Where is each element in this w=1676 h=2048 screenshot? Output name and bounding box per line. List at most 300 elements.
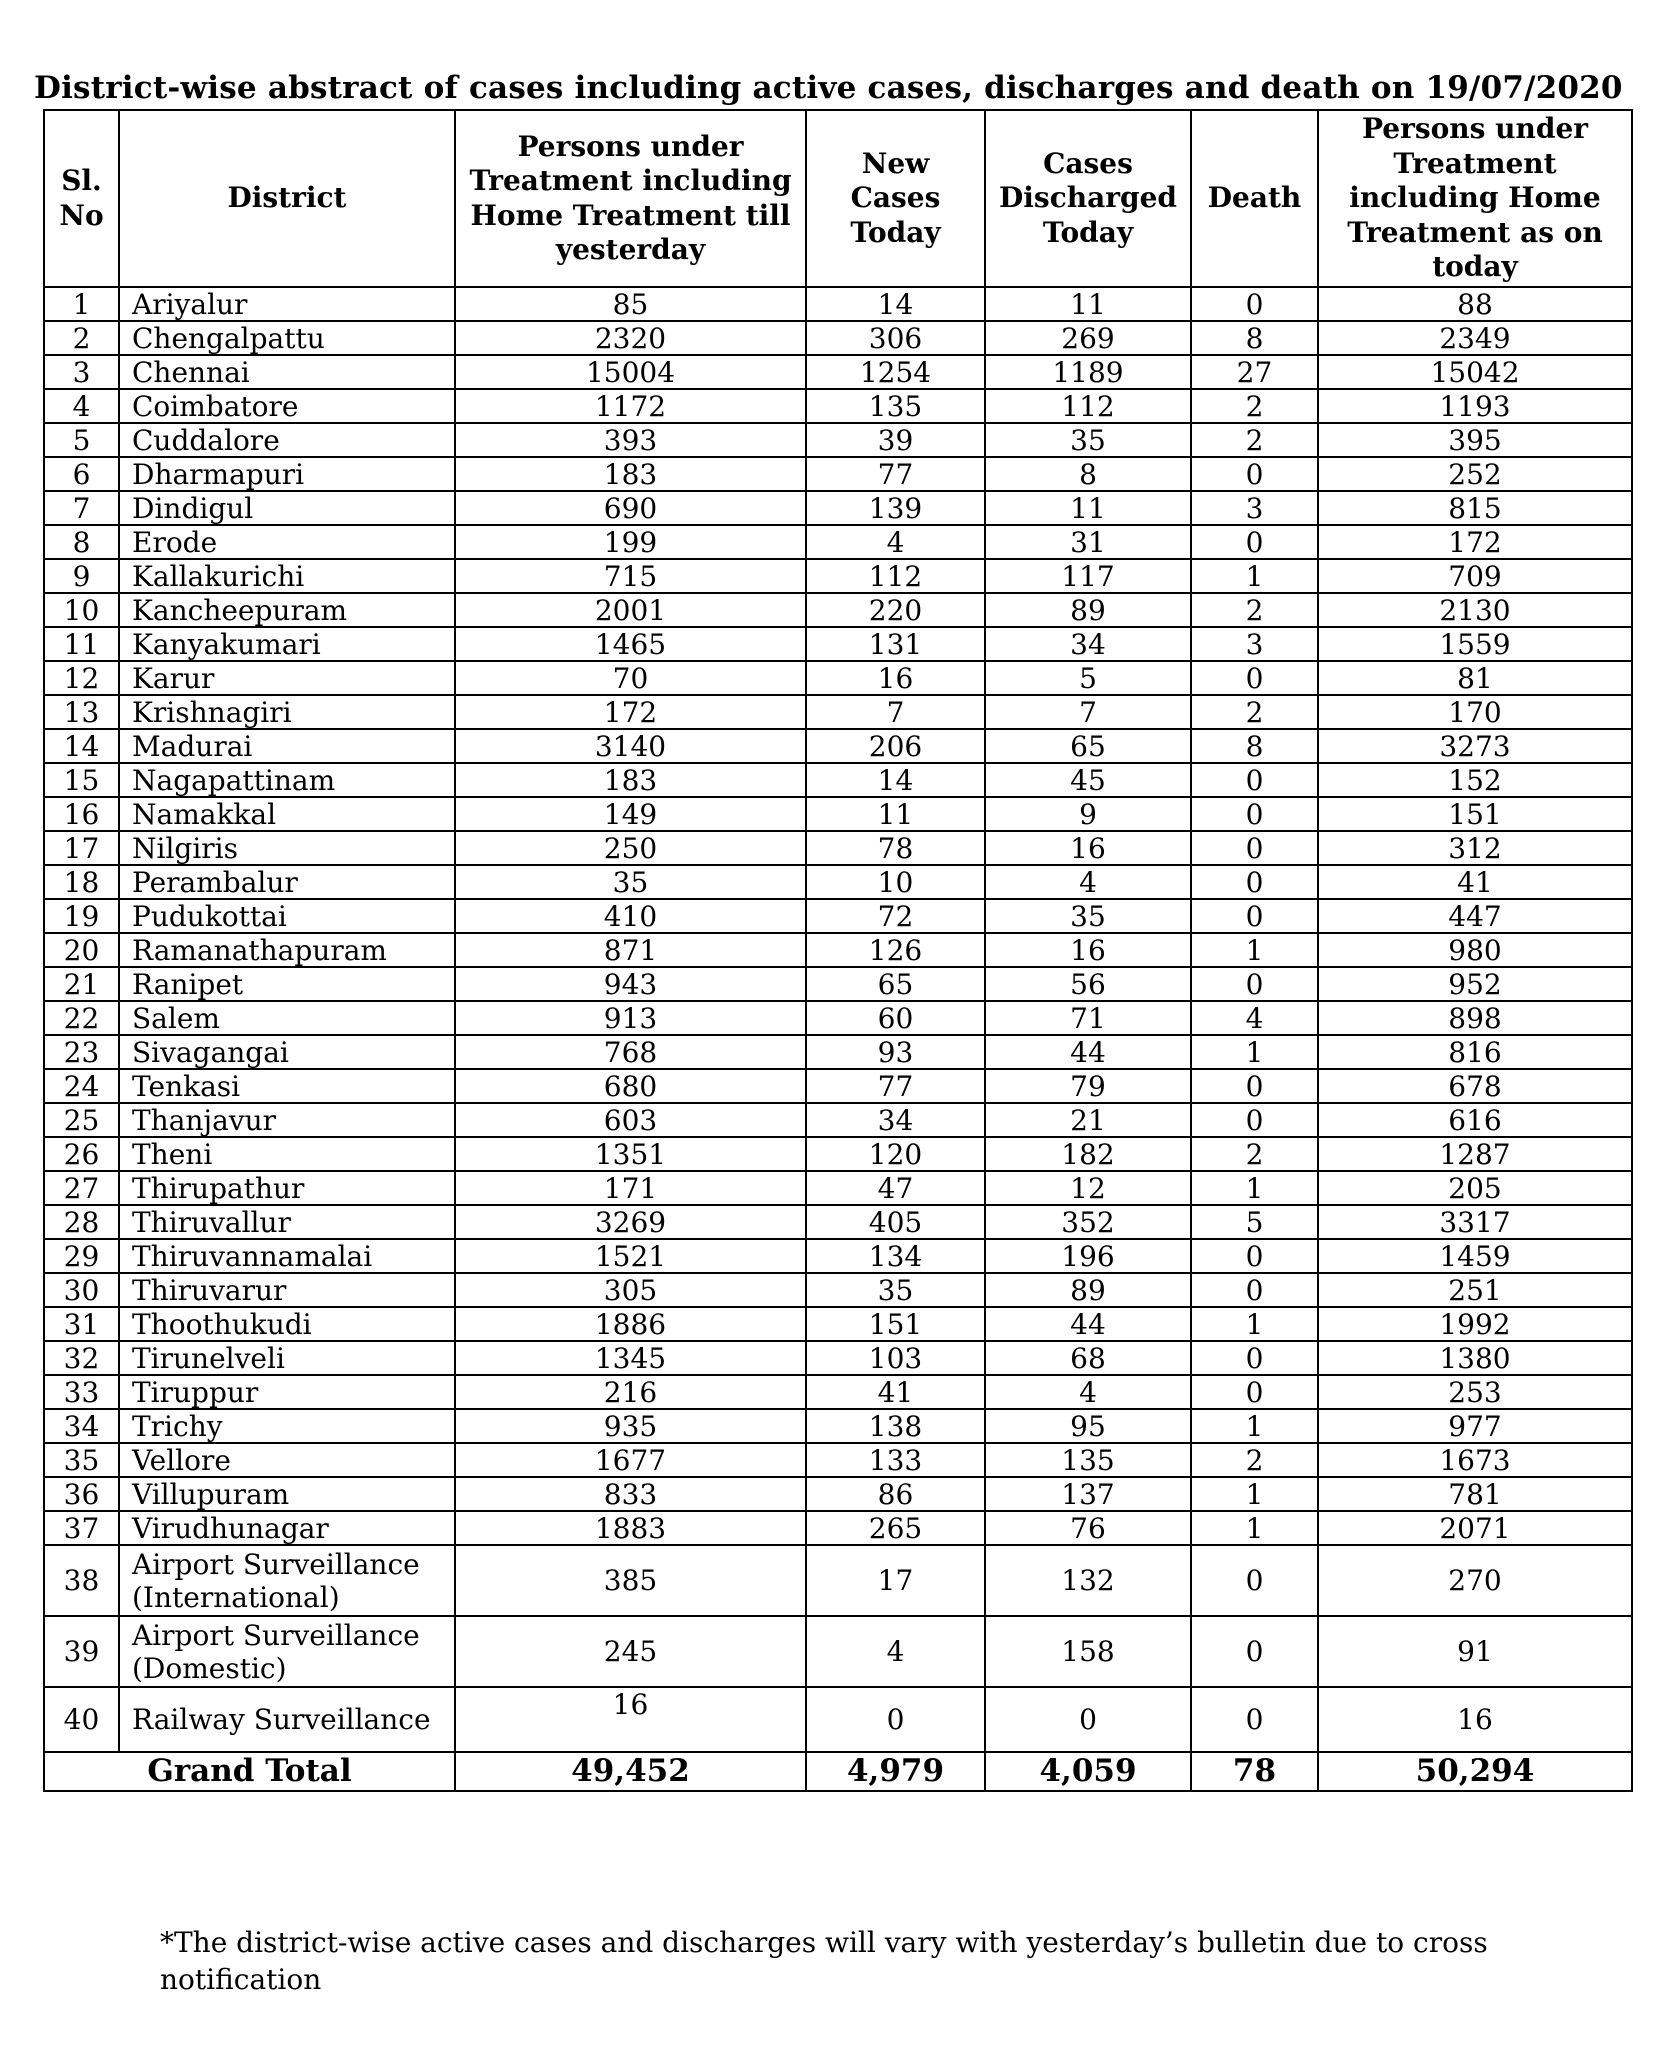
discharged-cell: 44 [985,1035,1191,1069]
under-treatment-yesterday-cell: 1345 [455,1341,806,1375]
death-cell: 1 [1191,559,1318,593]
table-row [44,695,1632,729]
sl-no-cell: 22 [44,1001,119,1035]
table-row [44,321,1632,355]
table-row [44,1137,1632,1171]
sl-no-cell: 19 [44,899,119,933]
sl-no-cell: 23 [44,1035,119,1069]
district-cell: Thiruvallur [119,1205,455,1239]
discharged-cell: 1189 [985,355,1191,389]
table-body [44,287,1632,1791]
table-row [44,355,1632,389]
death-cell: 0 [1191,1273,1318,1307]
under-treatment-today-cell: 2349 [1318,321,1632,355]
table-row [44,525,1632,559]
death-cell: 1 [1191,1511,1318,1545]
discharged-cell: 56 [985,967,1191,1001]
district-cell: Theni [119,1137,455,1171]
death-cell: 0 [1191,899,1318,933]
discharged-cell: 112 [985,389,1191,423]
death-cell: 3 [1191,491,1318,525]
new-cases-cell: 10 [806,865,985,899]
under-treatment-today-cell: 816 [1318,1035,1632,1069]
district-cell: Thirupathur [119,1171,455,1205]
sl-no-cell: 36 [44,1477,119,1511]
new-cases-cell: 14 [806,763,985,797]
under-treatment-yesterday-cell: 3269 [455,1205,806,1239]
discharged-cell: 132 [985,1545,1191,1616]
under-treatment-today-cell: 170 [1318,695,1632,729]
under-treatment-today-cell: 312 [1318,831,1632,865]
district-cell: Erode [119,525,455,559]
new-cases-cell: 131 [806,627,985,661]
under-treatment-today-cell: 1673 [1318,1443,1632,1477]
table-row [44,967,1632,1001]
under-treatment-today-cell: 1380 [1318,1341,1632,1375]
new-cases-cell: 77 [806,457,985,491]
sl-no-cell: 20 [44,933,119,967]
under-treatment-yesterday-cell: 183 [455,763,806,797]
under-treatment-today-cell: 172 [1318,525,1632,559]
discharged-cell: 16 [985,933,1191,967]
table-row [44,457,1632,491]
under-treatment-today-cell: 152 [1318,763,1632,797]
death-cell: 2 [1191,389,1318,423]
new-cases-cell: 139 [806,491,985,525]
table-row [44,1239,1632,1273]
death-cell: 0 [1191,525,1318,559]
grand-total-yesterday: 49,452 [455,1752,806,1791]
under-treatment-yesterday-cell: 680 [455,1069,806,1103]
district-cell: Chengalpattu [119,321,455,355]
new-cases-cell: 135 [806,389,985,423]
discharged-cell: 196 [985,1239,1191,1273]
table-row [44,1477,1632,1511]
under-treatment-yesterday-cell: 690 [455,491,806,525]
table-row [44,1616,1632,1687]
table-row [44,865,1632,899]
sl-no-cell: 13 [44,695,119,729]
sl-no-cell: 1 [44,287,119,321]
district-cell: Thiruvannamalai [119,1239,455,1273]
new-cases-cell: 86 [806,1477,985,1511]
new-cases-cell: 0 [806,1687,985,1752]
under-treatment-yesterday-cell: 935 [455,1409,806,1443]
footnote: *The district-wise active cases and discharges will vary with yesterday’s bulletin due to cross notification [160,1926,1488,1996]
sl-no-cell: 34 [44,1409,119,1443]
discharged-cell: 79 [985,1069,1191,1103]
under-treatment-today-cell: 41 [1318,865,1632,899]
discharged-cell: 9 [985,797,1191,831]
death-cell: 0 [1191,1616,1318,1687]
new-cases-cell: 47 [806,1171,985,1205]
under-treatment-today-cell: 395 [1318,423,1632,457]
district-cell: Sivagangai [119,1035,455,1069]
district-cell: Madurai [119,729,455,763]
under-treatment-today-cell: 253 [1318,1375,1632,1409]
new-cases-cell: 60 [806,1001,985,1035]
new-cases-cell: 11 [806,797,985,831]
sl-no-cell: 29 [44,1239,119,1273]
under-treatment-today-cell: 1992 [1318,1307,1632,1341]
table-row [44,933,1632,967]
under-treatment-yesterday-cell: 833 [455,1477,806,1511]
under-treatment-today-cell: 15042 [1318,355,1632,389]
header-under-treatment-yesterday: Persons under Treatment including Home Treatment till yesterday [455,110,806,287]
district-cell: Dindigul [119,491,455,525]
sl-no-cell: 37 [44,1511,119,1545]
under-treatment-today-cell: 952 [1318,967,1632,1001]
sl-no-cell: 8 [44,525,119,559]
under-treatment-today-cell: 2071 [1318,1511,1632,1545]
new-cases-cell: 4 [806,525,985,559]
under-treatment-today-cell: 898 [1318,1001,1632,1035]
under-treatment-yesterday-cell: 85 [455,287,806,321]
header-discharged: Cases Discharged Today [985,110,1191,287]
district-cell: Ramanathapuram [119,933,455,967]
death-cell: 2 [1191,1137,1318,1171]
new-cases-cell: 1254 [806,355,985,389]
grand-total-new: 4,979 [806,1752,985,1791]
grand-total-discharged: 4,059 [985,1752,1191,1791]
sl-no-cell: 35 [44,1443,119,1477]
discharged-cell: 76 [985,1511,1191,1545]
district-cell: Salem [119,1001,455,1035]
district-cell: Kanyakumari [119,627,455,661]
sl-no-cell: 15 [44,763,119,797]
death-cell: 2 [1191,695,1318,729]
under-treatment-today-cell: 16 [1318,1687,1632,1752]
under-treatment-yesterday-cell: 199 [455,525,806,559]
under-treatment-yesterday-cell: 171 [455,1171,806,1205]
district-cell: Perambalur [119,865,455,899]
grand-total-row [44,1752,1632,1791]
table-row [44,423,1632,457]
discharged-cell: 11 [985,287,1191,321]
death-cell: 0 [1191,1545,1318,1616]
discharged-cell: 117 [985,559,1191,593]
under-treatment-yesterday-cell: 768 [455,1035,806,1069]
table-row [44,1273,1632,1307]
death-cell: 0 [1191,457,1318,491]
grand-total-today: 50,294 [1318,1752,1632,1791]
sl-no-cell: 3 [44,355,119,389]
new-cases-cell: 220 [806,593,985,627]
under-treatment-yesterday-cell: 250 [455,831,806,865]
discharged-cell: 4 [985,1375,1191,1409]
death-cell: 0 [1191,1341,1318,1375]
under-treatment-today-cell: 447 [1318,899,1632,933]
table-row [44,1103,1632,1137]
under-treatment-yesterday-cell: 216 [455,1375,806,1409]
under-treatment-yesterday-cell: 305 [455,1273,806,1307]
under-treatment-today-cell: 3273 [1318,729,1632,763]
discharged-cell: 21 [985,1103,1191,1137]
table-row [44,593,1632,627]
new-cases-cell: 39 [806,423,985,457]
new-cases-cell: 4 [806,1616,985,1687]
death-cell: 4 [1191,1001,1318,1035]
district-cell: Dharmapuri [119,457,455,491]
death-cell: 5 [1191,1205,1318,1239]
discharged-cell: 11 [985,491,1191,525]
district-cell: Tenkasi [119,1069,455,1103]
under-treatment-today-cell: 980 [1318,933,1632,967]
under-treatment-yesterday-cell: 1886 [455,1307,806,1341]
header-district: District [119,110,455,287]
district-cell: Villupuram [119,1477,455,1511]
under-treatment-today-cell: 815 [1318,491,1632,525]
district-cell: Ariyalur [119,287,455,321]
district-cell: Kallakurichi [119,559,455,593]
new-cases-cell: 151 [806,1307,985,1341]
under-treatment-yesterday-cell: 715 [455,559,806,593]
death-cell: 2 [1191,423,1318,457]
new-cases-cell: 306 [806,321,985,355]
table-row [44,1035,1632,1069]
header-under-treatment-today: Persons under Treatment including Home Treatment as on today [1318,110,1632,287]
under-treatment-yesterday-cell: 183 [455,457,806,491]
under-treatment-yesterday-cell: 15004 [455,355,806,389]
new-cases-cell: 265 [806,1511,985,1545]
sl-no-cell: 40 [44,1687,119,1752]
discharged-cell: 35 [985,899,1191,933]
sl-no-cell: 39 [44,1616,119,1687]
under-treatment-today-cell: 81 [1318,661,1632,695]
table-row [44,1409,1632,1443]
discharged-cell: 89 [985,593,1191,627]
table-row [44,1341,1632,1375]
under-treatment-yesterday-cell: 385 [455,1545,806,1616]
table-row [44,1511,1632,1545]
table-row [44,559,1632,593]
sl-no-cell: 14 [44,729,119,763]
discharged-cell: 137 [985,1477,1191,1511]
sl-no-cell: 2 [44,321,119,355]
new-cases-cell: 93 [806,1035,985,1069]
sl-no-cell: 7 [44,491,119,525]
under-treatment-today-cell: 3317 [1318,1205,1632,1239]
sl-no-cell: 38 [44,1545,119,1616]
discharged-cell: 95 [985,1409,1191,1443]
table-row [44,1205,1632,1239]
under-treatment-yesterday-cell: 149 [455,797,806,831]
discharged-cell: 0 [985,1687,1191,1752]
sl-no-cell: 27 [44,1171,119,1205]
under-treatment-today-cell: 151 [1318,797,1632,831]
death-cell: 2 [1191,593,1318,627]
under-treatment-today-cell: 91 [1318,1616,1632,1687]
new-cases-cell: 120 [806,1137,985,1171]
sl-no-cell: 30 [44,1273,119,1307]
under-treatment-today-cell: 252 [1318,457,1632,491]
new-cases-cell: 133 [806,1443,985,1477]
district-cell: Tiruppur [119,1375,455,1409]
discharged-cell: 158 [985,1616,1191,1687]
discharged-cell: 4 [985,865,1191,899]
district-cell: Cuddalore [119,423,455,457]
new-cases-cell: 78 [806,831,985,865]
death-cell: 1 [1191,1409,1318,1443]
district-cell: Kancheepuram [119,593,455,627]
new-cases-cell: 138 [806,1409,985,1443]
header-sl-no: Sl. No [44,110,119,287]
new-cases-cell: 7 [806,695,985,729]
under-treatment-today-cell: 2130 [1318,593,1632,627]
discharged-cell: 12 [985,1171,1191,1205]
district-cell: Chennai [119,355,455,389]
sl-no-cell: 32 [44,1341,119,1375]
under-treatment-yesterday-cell: 16 [455,1687,806,1752]
discharged-cell: 135 [985,1443,1191,1477]
death-cell: 1 [1191,1171,1318,1205]
discharged-cell: 5 [985,661,1191,695]
district-cell: Nilgiris [119,831,455,865]
district-cell: Ranipet [119,967,455,1001]
new-cases-cell: 34 [806,1103,985,1137]
under-treatment-yesterday-cell: 35 [455,865,806,899]
death-cell: 0 [1191,1069,1318,1103]
under-treatment-today-cell: 709 [1318,559,1632,593]
under-treatment-yesterday-cell: 1351 [455,1137,806,1171]
sl-no-cell: 31 [44,1307,119,1341]
discharged-cell: 65 [985,729,1191,763]
death-cell: 8 [1191,321,1318,355]
death-cell: 0 [1191,831,1318,865]
table-row [44,899,1632,933]
district-cell: Pudukottai [119,899,455,933]
under-treatment-yesterday-cell: 172 [455,695,806,729]
death-cell: 0 [1191,865,1318,899]
new-cases-cell: 103 [806,1341,985,1375]
sl-no-cell: 33 [44,1375,119,1409]
discharged-cell: 35 [985,423,1191,457]
discharged-cell: 44 [985,1307,1191,1341]
new-cases-cell: 405 [806,1205,985,1239]
under-treatment-yesterday-cell: 1465 [455,627,806,661]
under-treatment-today-cell: 977 [1318,1409,1632,1443]
table-row [44,729,1632,763]
discharged-cell: 31 [985,525,1191,559]
table-row [44,797,1632,831]
district-cell: Railway Surveillance [119,1687,455,1752]
table-row [44,287,1632,321]
under-treatment-today-cell: 88 [1318,287,1632,321]
table-row [44,1307,1632,1341]
death-cell: 0 [1191,1103,1318,1137]
under-treatment-today-cell: 616 [1318,1103,1632,1137]
sl-no-cell: 4 [44,389,119,423]
discharged-cell: 352 [985,1205,1191,1239]
table-row [44,627,1632,661]
death-cell: 0 [1191,1239,1318,1273]
under-treatment-yesterday-cell: 871 [455,933,806,967]
table-row [44,1001,1632,1035]
header-row [44,110,1632,287]
grand-total-death: 78 [1191,1752,1318,1791]
table-row [44,491,1632,525]
death-cell: 0 [1191,967,1318,1001]
district-cell: Krishnagiri [119,695,455,729]
death-cell: 1 [1191,1307,1318,1341]
new-cases-cell: 41 [806,1375,985,1409]
sl-no-cell: 24 [44,1069,119,1103]
sl-no-cell: 6 [44,457,119,491]
under-treatment-yesterday-cell: 1883 [455,1511,806,1545]
district-cell: Tirunelveli [119,1341,455,1375]
discharged-cell: 89 [985,1273,1191,1307]
under-treatment-yesterday-cell: 3140 [455,729,806,763]
discharged-cell: 71 [985,1001,1191,1035]
under-treatment-yesterday-cell: 245 [455,1616,806,1687]
discharged-cell: 68 [985,1341,1191,1375]
death-cell: 3 [1191,627,1318,661]
under-treatment-today-cell: 1287 [1318,1137,1632,1171]
table-row [44,1687,1632,1752]
sl-no-cell: 21 [44,967,119,1001]
new-cases-cell: 14 [806,287,985,321]
discharged-cell: 45 [985,763,1191,797]
death-cell: 0 [1191,1687,1318,1752]
sl-no-cell: 16 [44,797,119,831]
new-cases-cell: 126 [806,933,985,967]
death-cell: 2 [1191,1443,1318,1477]
district-cell: Virudhunagar [119,1511,455,1545]
header-death: Death [1191,110,1318,287]
death-cell: 0 [1191,797,1318,831]
district-cell: Namakkal [119,797,455,831]
district-cell: Karur [119,661,455,695]
under-treatment-today-cell: 1559 [1318,627,1632,661]
new-cases-cell: 35 [806,1273,985,1307]
table-row [44,1443,1632,1477]
new-cases-cell: 77 [806,1069,985,1103]
under-treatment-yesterday-cell: 2001 [455,593,806,627]
discharged-cell: 182 [985,1137,1191,1171]
under-treatment-yesterday-cell: 70 [455,661,806,695]
under-treatment-yesterday-cell: 410 [455,899,806,933]
death-cell: 0 [1191,661,1318,695]
under-treatment-yesterday-cell: 2320 [455,321,806,355]
new-cases-cell: 65 [806,967,985,1001]
discharged-cell: 269 [985,321,1191,355]
district-cell: Nagapattinam [119,763,455,797]
under-treatment-today-cell: 781 [1318,1477,1632,1511]
death-cell: 8 [1191,729,1318,763]
under-treatment-yesterday-cell: 913 [455,1001,806,1035]
district-cell: Thanjavur [119,1103,455,1137]
district-cases-table [43,109,1633,1792]
district-cell: Thiruvarur [119,1273,455,1307]
table-row [44,661,1632,695]
sl-no-cell: 17 [44,831,119,865]
sl-no-cell: 18 [44,865,119,899]
table-row [44,1171,1632,1205]
under-treatment-today-cell: 251 [1318,1273,1632,1307]
death-cell: 1 [1191,1035,1318,1069]
discharged-cell: 16 [985,831,1191,865]
sl-no-cell: 25 [44,1103,119,1137]
table-row [44,1545,1632,1616]
sl-no-cell: 12 [44,661,119,695]
header-new-cases: New Cases Today [806,110,985,287]
sl-no-cell: 9 [44,559,119,593]
table-row [44,831,1632,865]
sl-no-cell: 10 [44,593,119,627]
sl-no-cell: 26 [44,1137,119,1171]
new-cases-cell: 134 [806,1239,985,1273]
new-cases-cell: 16 [806,661,985,695]
